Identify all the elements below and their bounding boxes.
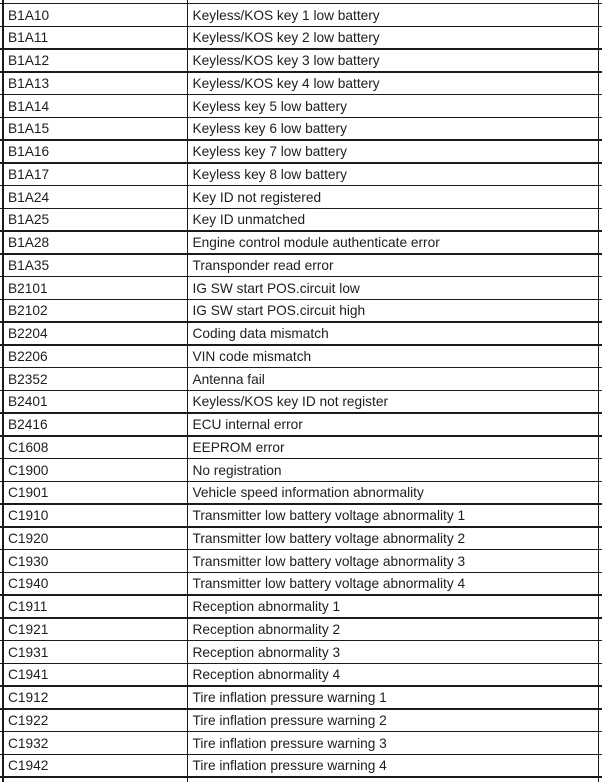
dtc-description-cell: Keyless key 8 low battery <box>188 164 598 185</box>
row-left-bleed <box>0 596 2 617</box>
row-left-bleed <box>0 732 2 753</box>
row-left-bleed <box>0 141 2 162</box>
dtc-description-cell: Coding data mismatch <box>188 323 598 344</box>
dtc-code-cell: B2352 <box>4 368 187 389</box>
dtc-code-cell: C1901 <box>4 482 187 503</box>
dtc-code-cell: B1A10 <box>4 4 187 25</box>
dtc-code-cell: C1920 <box>4 528 187 549</box>
dtc-description-cell: Transmitter low battery voltage abnormality 4 <box>188 573 598 594</box>
dtc-code-cell: C1930 <box>4 550 187 571</box>
dtc-description-cell: Transmitter low battery voltage abnormality 1 <box>188 505 598 526</box>
dtc-code-cell: C1910 <box>4 505 187 526</box>
dtc-code-cell <box>4 778 187 782</box>
row-left-bleed <box>0 755 2 776</box>
dtc-description-cell: Reception abnormality 1 <box>188 596 598 617</box>
row-left-bleed <box>0 0 2 3</box>
dtc-description-cell: Reception abnormality 3 <box>188 641 598 662</box>
row-left-bleed <box>0 482 2 503</box>
dtc-code-cell: B2206 <box>4 346 187 367</box>
row-left-bleed <box>0 459 2 480</box>
dtc-code-cell: B1A11 <box>4 27 187 48</box>
row-left-bleed <box>0 277 2 298</box>
dtc-description-cell: Tire inflation pressure warning 3 <box>188 732 598 753</box>
row-left-bleed <box>0 368 2 389</box>
row-left-bleed <box>0 437 2 458</box>
row-left-bleed <box>0 164 2 185</box>
dtc-description-cell: Keyless/KOS key 1 low battery <box>188 4 598 25</box>
dtc-code-cell: B1A17 <box>4 164 187 185</box>
row-left-bleed <box>0 573 2 594</box>
dtc-code-cell: C1912 <box>4 687 187 708</box>
dtc-code-cell: B2416 <box>4 414 187 435</box>
row-left-bleed <box>0 641 2 662</box>
dtc-code-cell: B1A12 <box>4 50 187 71</box>
dtc-code-cell: B1A35 <box>4 255 187 276</box>
dtc-code-cell: C1942 <box>4 755 187 776</box>
row-left-bleed <box>0 710 2 731</box>
dtc-code-cell: C1932 <box>4 732 187 753</box>
dtc-code-cell: C1921 <box>4 619 187 640</box>
row-left-bleed <box>0 255 2 276</box>
dtc-code-cell: C1922 <box>4 710 187 731</box>
dtc-description-cell: VIN code mismatch <box>188 346 598 367</box>
dtc-code-cell <box>4 0 187 3</box>
dtc-description-cell: No registration <box>188 459 598 480</box>
row-left-bleed <box>0 209 2 230</box>
row-left-bleed <box>0 778 2 782</box>
dtc-description-cell: Antenna fail <box>188 368 598 389</box>
dtc-description-cell: Keyless key 7 low battery <box>188 141 598 162</box>
dtc-description-cell: EEPROM error <box>188 437 598 458</box>
row-left-bleed <box>0 550 2 571</box>
dtc-description-cell: Tire inflation pressure warning 4 <box>188 755 598 776</box>
dtc-code-cell: B1A28 <box>4 232 187 253</box>
row-left-bleed <box>0 664 2 685</box>
dtc-description-cell: Transmitter low battery voltage abnormality 2 <box>188 528 598 549</box>
dtc-code-cell: B1A25 <box>4 209 187 230</box>
dtc-description-cell <box>188 778 598 782</box>
row-left-bleed <box>0 4 2 25</box>
dtc-description-cell: Reception abnormality 4 <box>188 664 598 685</box>
row-left-bleed <box>0 118 2 139</box>
dtc-code-cell: B2204 <box>4 323 187 344</box>
dtc-code-cell: B2102 <box>4 300 187 321</box>
dtc-code-cell: C1900 <box>4 459 187 480</box>
dtc-description-cell: Keyless/KOS key 4 low battery <box>188 73 598 94</box>
row-left-bleed <box>0 73 2 94</box>
dtc-description-cell: Engine control module authenticate error <box>188 232 598 253</box>
dtc-description-cell: Tire inflation pressure warning 1 <box>188 687 598 708</box>
dtc-description-cell: IG SW start POS.circuit high <box>188 300 598 321</box>
dtc-description-cell: Transmitter low battery voltage abnormality 3 <box>188 550 598 571</box>
dtc-code-cell: B1A14 <box>4 95 187 116</box>
row-left-bleed <box>0 186 2 207</box>
dtc-code-cell: C1911 <box>4 596 187 617</box>
dtc-code-cell: B1A24 <box>4 186 187 207</box>
row-left-bleed <box>0 27 2 48</box>
dtc-description-cell: ECU internal error <box>188 414 598 435</box>
row-left-bleed <box>0 391 2 412</box>
dtc-description-cell: Reception abnormality 2 <box>188 619 598 640</box>
dtc-description-cell <box>188 0 598 3</box>
dtc-description-cell: Key ID unmatched <box>188 209 598 230</box>
dtc-code-cell: B1A13 <box>4 73 187 94</box>
dtc-code-cell: B2101 <box>4 277 187 298</box>
row-left-bleed <box>0 619 2 640</box>
dtc-description-cell: Keyless key 5 low battery <box>188 95 598 116</box>
dtc-description-cell: Key ID not registered <box>188 186 598 207</box>
dtc-code-cell: C1940 <box>4 573 187 594</box>
row-left-bleed <box>0 687 2 708</box>
dtc-description-cell: Vehicle speed information abnormality <box>188 482 598 503</box>
dtc-description-cell: Transponder read error <box>188 255 598 276</box>
dtc-code-cell: B1A16 <box>4 141 187 162</box>
row-left-bleed <box>0 232 2 253</box>
dtc-description-cell: Keyless/KOS key 3 low battery <box>188 50 598 71</box>
dtc-description-cell: Keyless/KOS key ID not register <box>188 391 598 412</box>
row-left-bleed <box>0 528 2 549</box>
row-left-bleed <box>0 95 2 116</box>
dtc-code-cell: B2401 <box>4 391 187 412</box>
dtc-description-cell: IG SW start POS.circuit low <box>188 277 598 298</box>
row-left-bleed <box>0 50 2 71</box>
dtc-description-cell: Keyless/KOS key 2 low battery <box>188 27 598 48</box>
row-left-bleed <box>0 300 2 321</box>
row-left-bleed <box>0 505 2 526</box>
dtc-code-cell: C1941 <box>4 664 187 685</box>
row-left-bleed <box>0 414 2 435</box>
dtc-description-cell: Keyless key 6 low battery <box>188 118 598 139</box>
dtc-code-cell: B1A15 <box>4 118 187 139</box>
dtc-description-cell: Tire inflation pressure warning 2 <box>188 710 598 731</box>
dtc-code-cell: C1931 <box>4 641 187 662</box>
row-left-bleed <box>0 323 2 344</box>
row-left-bleed <box>0 346 2 367</box>
dtc-code-cell: C1608 <box>4 437 187 458</box>
